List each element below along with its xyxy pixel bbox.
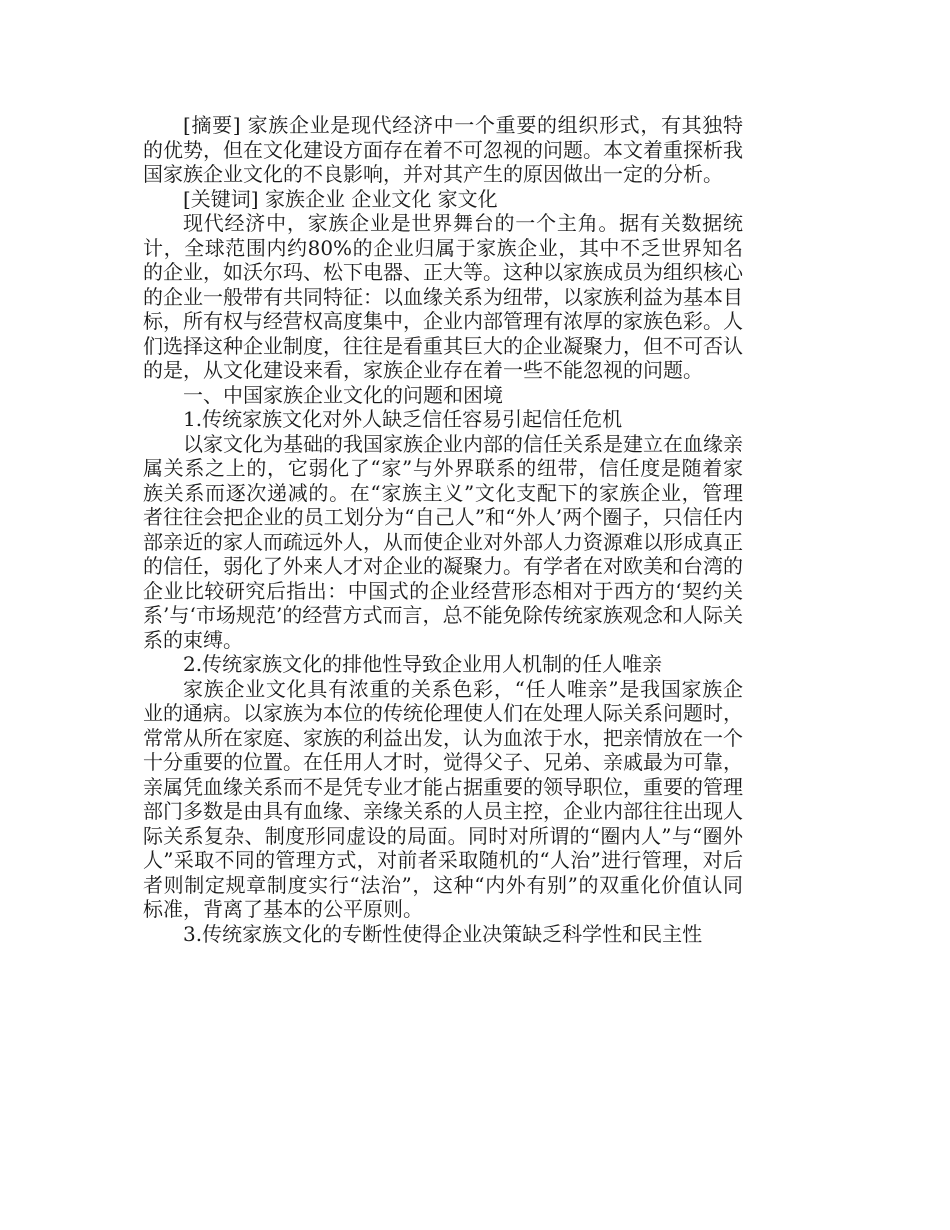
abstract-paragraph: [摘要] 家族企业是现代经济中一个重要的组织形式，有其独特的优势，但在文化建设方面存在着不可忽视的问题。本文着重探析我国家族企业文化的不良影响，并对其产生的原因做出一定的分析。 <box>143 113 743 186</box>
intro-paragraph: 现代经济中，家族企业是世界舞台的一个主角。据有关数据统计，全球范围内约80%的企业归属于家族企业，其中不乏世界知名的企业，如沃尔玛、松下电器、正大等。这种以家族成员为组织核心的企业一般带有共同特征：以血缘关系为纽带，以家族利益为基本目标，所有权与经营权高度集中，企业内部管理有浓厚的家族色彩。人们选择这种企业制度，往往是看重其巨大的企业凝聚力，但不可否认的是，从文化建设来看，家族企业存在着一些不能忽视的问题。 <box>143 211 743 382</box>
subsection-1-paragraph: 以家文化为基础的我国家族企业内部的信任关系是建立在血缘亲属关系之上的，它弱化了“家”与外界联系的纽带，信任度是随着家族关系而逐次递减的。在“家族主义”文化支配下的家族企业，管理者往往会把企业的员工划分为“自己人”和“外人’两个圈子，只信任内部亲近的家人而疏远外人，从而使企业对外部人力资源难以形成真正的信任，弱化了外来人才对企业的凝聚力。有学者在对欧美和台湾的企业比较研究后指出：中国式的企业经营形态相对于西方的‘契约关系’与‘市场规范’的经营方式而言，总不能免除传统家族观念和人际关系的束缚。 <box>143 431 743 652</box>
keywords-line: [关键词] 家族企业 企业文化 家文化 <box>183 186 498 211</box>
subsection-2-heading: 2.传统家族文化的排他性导致企业用人机制的任人唯亲 <box>183 652 663 676</box>
subsection-3-heading: 3.传统家族文化的专断性使得企业决策缺乏科学性和民主性 <box>183 921 703 946</box>
section-1-heading: 一、中国家族企业文化的问题和困境 <box>183 382 503 407</box>
subsection-2-paragraph: 家族企业文化具有浓重的关系色彩，“任人唯亲”是我国家族企业的通病。以家族为本位的传统伦理使人们在处理人际关系问题时，常常从所在家庭、家族的利益出发，认为血浓于水，把亲情放在一个十分重要的位置。在任用人才时，觉得父子、兄弟、亲戚最为可靠，亲属凭血缘关系而不是凭专业才能占据重要的领导职位，重要的管理部门多数是由具有血缘、亲缘关系的人员主控，企业内部往往出现人际关系复杂、制度形同虚设的局面。同时对所谓的“圈内人”与“圈外人”采取不同的管理方式，对前者采取随机的“人治”进行管理，对后者则制定规章制度实行“法治”，这种“内外有别”的双重化价值认同标准，背离了基本的公平原则。 <box>143 676 743 921</box>
subsection-1-heading: 1.传统家族文化对外人缺乏信任容易引起信任危机 <box>183 407 623 431</box>
document-body <box>143 113 743 946</box>
